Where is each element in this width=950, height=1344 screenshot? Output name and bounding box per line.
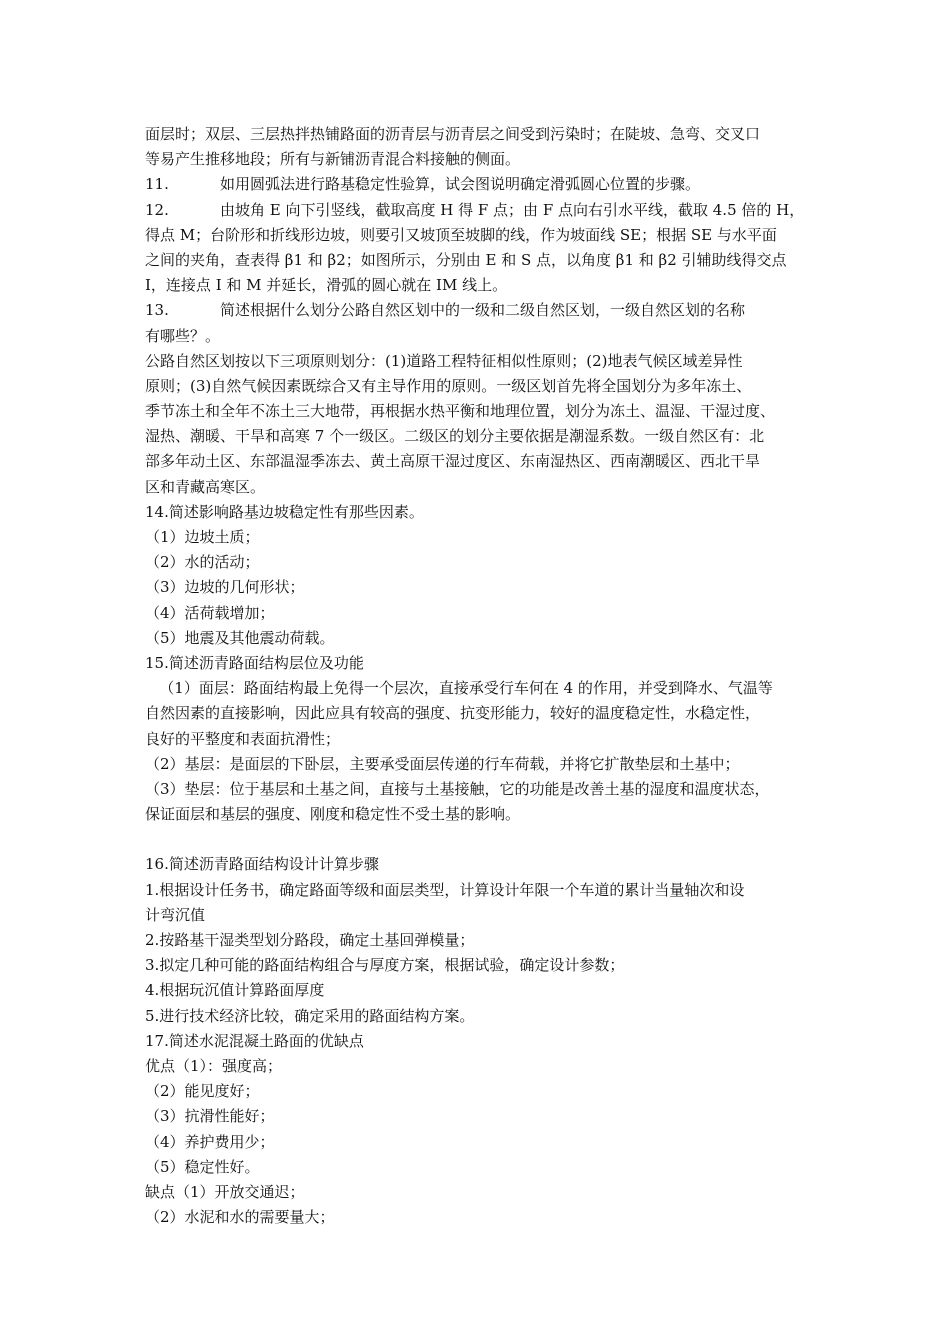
list-item: （5）稳定性好。 xyxy=(145,1157,260,1176)
text-line: I，连接点 I 和 M 并延长，滑弧的圆心就在 IM 线上。 xyxy=(145,276,508,295)
question-12 xyxy=(145,198,815,223)
list-item: （2）能见度好； xyxy=(145,1082,260,1101)
question-11 xyxy=(145,172,815,197)
text-line: 面层时；双层、三层热拌热铺路面的沥青层与沥青层之间受到污染时；在陡坡、急弯、交叉口 xyxy=(145,125,761,143)
list-item: （2）水泥和水的需要量大； xyxy=(145,1208,335,1227)
list-item: （3）边坡的几何形状； xyxy=(145,578,305,597)
text-line: 得点 M；台阶形和折线形边坡，则要引又坡顶至坡脚的线，作为坡面线 SE；根据 SE 与水平面 xyxy=(145,225,777,244)
section-heading: 14.简述影响路基边坡稳定性有那些因素。 xyxy=(145,502,424,521)
section-heading: 17.简述水泥混凝土路面的优缺点 xyxy=(145,1031,364,1050)
question-number: 13. xyxy=(145,301,169,320)
question-text: 如用圆弧法进行路基稳定性验算，试会图说明确定滑弧圆心位置的步骤。 xyxy=(220,175,701,194)
question-text: 简述根据什么划分公路自然区划中的一级和二级自然区划，一级自然区划的名称 xyxy=(220,301,746,320)
list-item: （2）水的活动； xyxy=(145,553,260,572)
text-line: 原则；(3)自然气候因素既综合又有主导作用的原则。一级区划首先将全国划分为多年冻土、 xyxy=(145,376,752,395)
list-item: （4）活荷载增加； xyxy=(145,603,275,622)
list-item: （4）养护费用少； xyxy=(145,1132,275,1151)
section-heading: 15.简述沥青路面结构层位及功能 xyxy=(145,653,364,672)
text-line: 2.按路基干湿类型划分路段，确定土基回弹模量； xyxy=(145,931,475,949)
text-line: （3）垫层：位于基层和土基之间，直接与土基接触，它的功能是改善土基的湿度和温度状态， xyxy=(145,779,770,798)
text-line: 区和青藏高寒区。 xyxy=(145,477,266,496)
text-line: 公路自然区划按以下三项原则划分：(1)道路工程特征相似性原则；(2)地表气候区域差异性 xyxy=(145,351,743,370)
question-number: 12. xyxy=(145,200,169,219)
text-line: 3.拟定几种可能的路面结构组合与厚度方案，根据试验，确定设计参数； xyxy=(145,956,625,975)
question-13 xyxy=(145,298,815,323)
text-line: 湿热、潮暖、干旱和高寒 7 个一级区。二级区的划分主要依据是潮湿系数。一级自然区有：北 xyxy=(145,427,765,446)
text-line: 4.根据玩沉值计算路面厚度 xyxy=(145,981,325,1000)
list-item: （1）边坡土质； xyxy=(145,528,260,546)
question-number: 11. xyxy=(145,175,169,194)
list-item: （3）抗滑性能好； xyxy=(145,1107,275,1126)
text-line: 1.根据设计任务书，确定路面等级和面层类型，计算设计年限一个车道的累计当量轴次和设 xyxy=(145,880,745,899)
text-line: 有哪些？。 xyxy=(145,326,221,345)
text-line: 计弯沉值 xyxy=(145,905,206,924)
text-line: （2）基层：是面层的下卧层，主要承受面层传递的行车荷载，并将它扩散垫层和土基中； xyxy=(145,754,740,773)
text-line: 部多年动土区、东部温湿季冻去、黄土高原干湿过度区、东南湿热区、西南潮暖区、西北干旱 xyxy=(145,452,761,471)
text-line: 5.进行技术经济比较，确定采用的路面结构方案。 xyxy=(145,1006,475,1025)
text-line: （1）面层：路面结构最上免得一个层次，直接承受行车何在 4 的作用，并受到降水、气温等 xyxy=(145,679,773,698)
text-line: 良好的平整度和表面抗滑性； xyxy=(145,729,341,748)
list-item: （5）地震及其他震动荷载。 xyxy=(145,628,335,647)
text-line: 等易产生推移地段；所有与新铺沥青混合料接触的侧面。 xyxy=(145,150,521,169)
section-heading: 16.简述沥青路面结构设计计算步骤 xyxy=(145,855,379,874)
blank-line xyxy=(145,827,815,852)
list-item: 优点（1）：强度高； xyxy=(145,1056,283,1075)
text-line: 保证面层和基层的强度、刚度和稳定性不受土基的影响。 xyxy=(145,805,521,824)
text-line: 之间的夹角，查表得 β1 和 β2；如图所示，分别由 E 和 S 点，以角度 β1 和 β2 引辅助线得交点 xyxy=(145,250,787,269)
text-line: 季节冻土和全年不冻土三大地带，再根据水热平衡和地理位置，划分为冻土、温湿、干湿过度、 xyxy=(145,402,776,421)
text-line: 自然因素的直接影响，因此应具有较高的强度、抗变形能力，较好的温度稳定性，水稳定性， xyxy=(145,704,761,723)
document-body xyxy=(145,122,815,1230)
list-item: 缺点（1）开放交通迟； xyxy=(145,1182,305,1201)
question-text: 由坡角 E 向下引竖线，截取高度 H 得 F 点；由 F 点向右引水平线，截取 4.5 倍的 H， xyxy=(220,200,805,219)
